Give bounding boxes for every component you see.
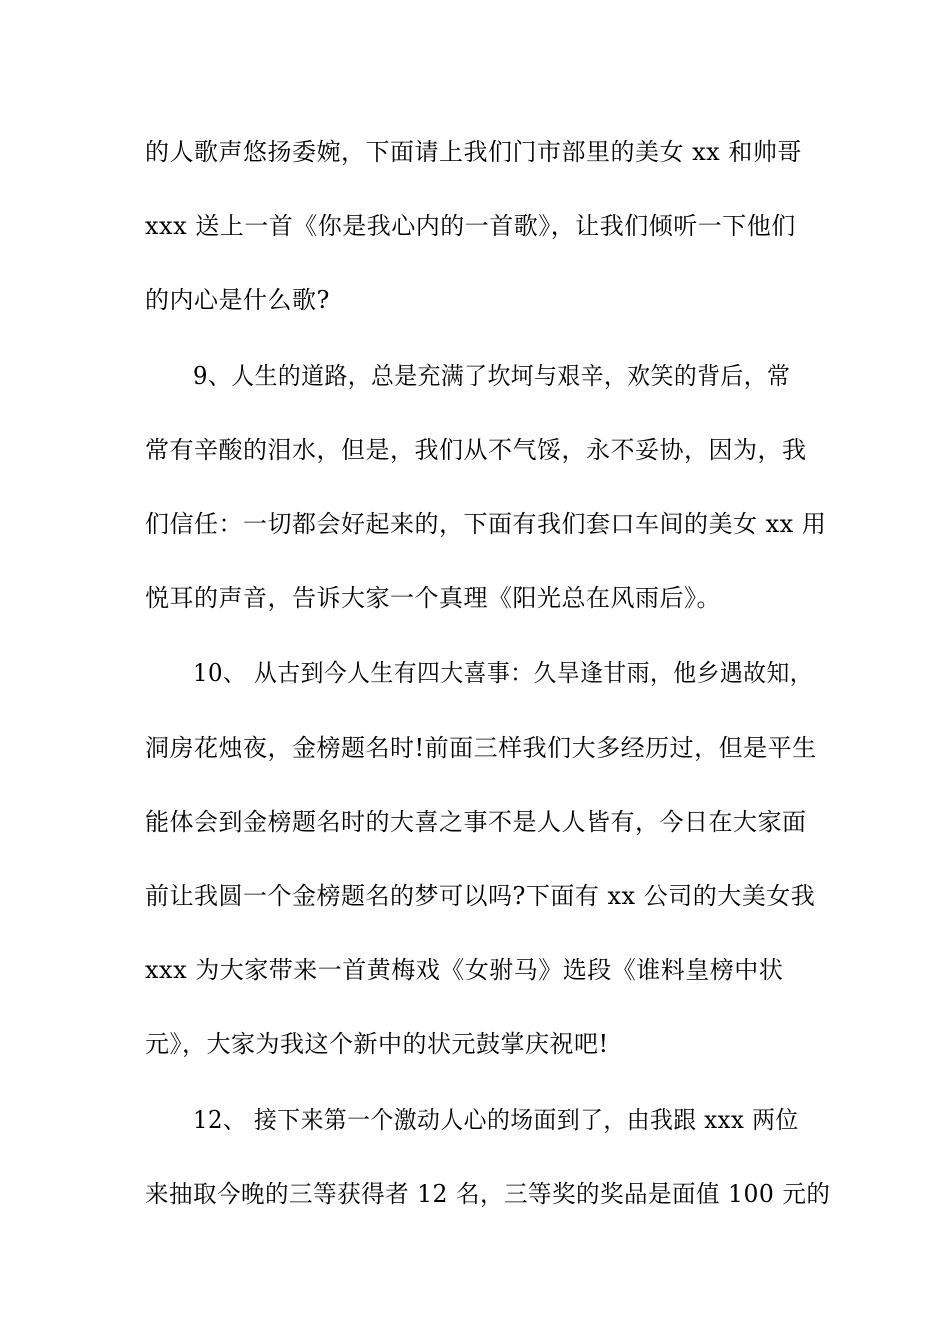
text-line: 的内心是什么歌?: [145, 286, 330, 314]
text-line: 常有辛酸的泪水，但是，我们从不气馁，永不妥协，因为，我: [145, 436, 807, 464]
text-line: xxx 送上一首《你是我心内的一首歌》，让我们倾听一下他们: [145, 212, 796, 240]
text-line: 的人歌声悠扬委婉，下面请上我们门市部里的美女 xx 和帅哥: [145, 138, 802, 166]
text-line: 来抽取今晚的三等获得者 12 名，三等奖的奖品是面值 100 元的: [145, 1180, 831, 1208]
text-line: 能体会到金榜题名时的大喜之事不是人人皆有，今日在大家面: [145, 808, 807, 836]
paragraph-start-line: 9、人生的道路，总是充满了坎坷与艰辛，欢笑的背后，常: [193, 362, 791, 390]
text-line: 洞房花烛夜，金榜题名时!前面三样我们大多经历过，但是平生: [145, 734, 817, 762]
text-line: xxx 为大家带来一首黄梅戏《女驸马》选段《谁料皇榜中状: [145, 956, 784, 984]
text-line: 悦耳的声音，告诉大家一个真理《阳光总在风雨后》。: [145, 584, 721, 612]
text-line: 们信任：一切都会好起来的，下面有我们套口车间的美女 xx 用: [145, 510, 827, 538]
paragraph-start-line: 12、 接下来第一个激动人心的场面到了，由我跟 xxx 两位: [193, 1106, 799, 1134]
paragraph-start-line: 10、 从古到今人生有四大喜事：久旱逢甘雨，他乡遇故知，: [193, 659, 814, 687]
text-line: 元》，大家为我这个新中的状元鼓掌庆祝吧!: [145, 1030, 609, 1058]
text-line: 前让我圆一个金榜题名的梦可以吗?下面有 xx 公司的大美女我: [145, 882, 816, 910]
